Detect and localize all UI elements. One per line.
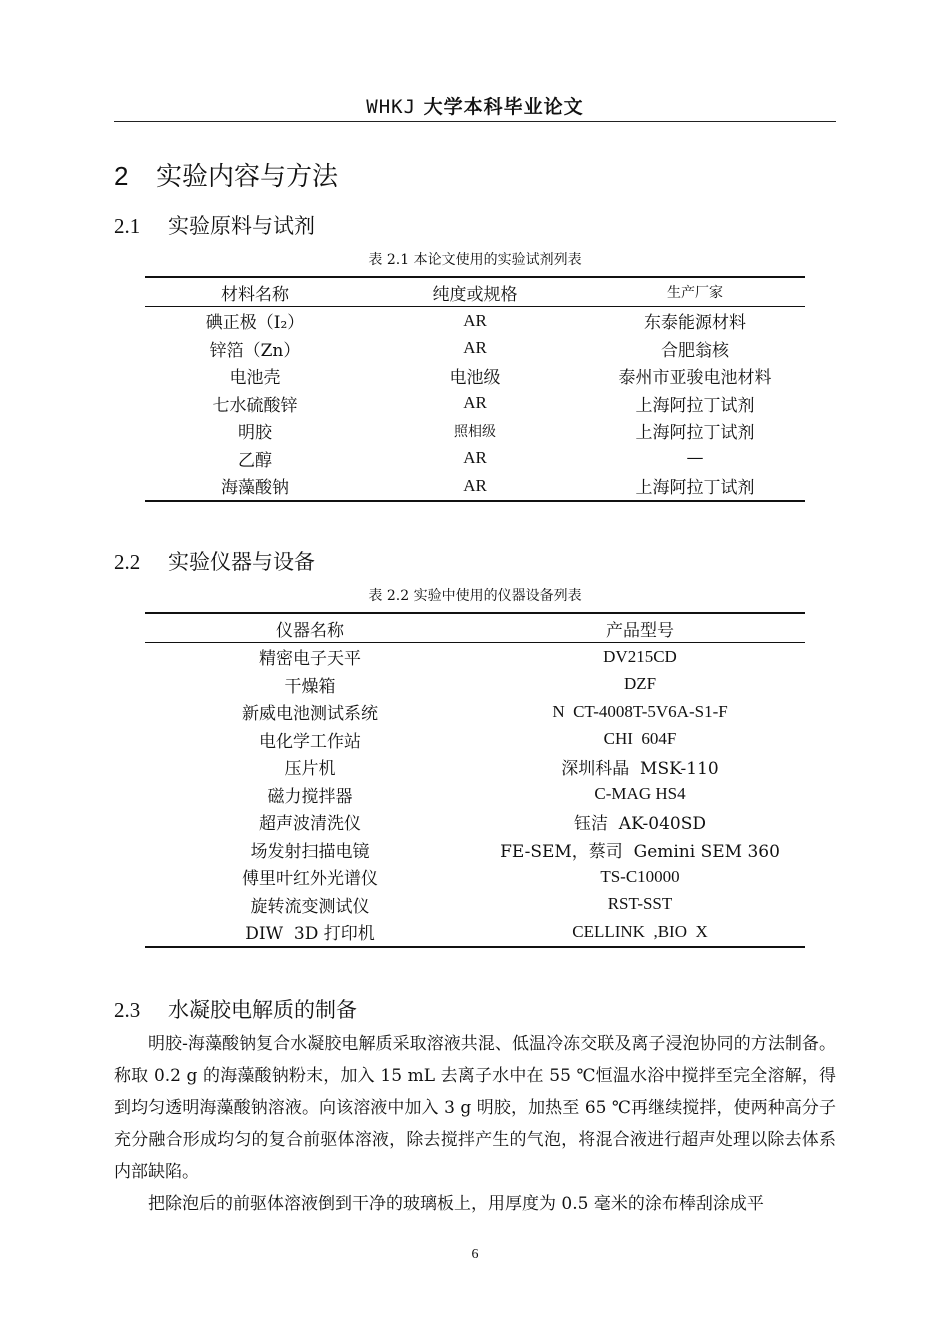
table-cell: AR	[463, 448, 487, 468]
section-title: 实验仪器与设备	[168, 550, 315, 574]
table-row	[145, 362, 805, 390]
chapter-heading	[114, 156, 338, 193]
table-row	[145, 753, 805, 781]
table-row	[145, 643, 805, 671]
table-cell: 钰洁 AK-040SD	[573, 814, 706, 835]
table-row	[145, 836, 805, 864]
col-header: 生产厂家	[585, 277, 805, 307]
table-cell: 锌箔（Zn）	[209, 340, 301, 361]
table-cell: 上海阿拉丁试剂	[635, 395, 755, 416]
table-row	[145, 445, 805, 473]
table-cell: 磁力搅拌器	[267, 786, 353, 807]
col-header: 材料名称	[145, 277, 365, 307]
table-cell: —	[686, 448, 704, 469]
page-number: 6	[471, 1247, 479, 1262]
table-cell: AR	[365, 472, 585, 501]
col-header: 纯度或规格	[365, 277, 585, 307]
table-cell: CELLINK ,BIO X	[475, 918, 805, 947]
col-header: 产品型号	[475, 613, 805, 643]
header-latin: WHKJ	[366, 96, 417, 118]
body-paragraph: 明胶-海藻酸钠复合水凝胶电解质采取溶液共混、低温冷冻交联及离子浸泡协同的方法制备。称取 0.2 g 的海藻酸钠粉末，加入 15 mL 去离子水中在 55 ℃恒温水浴中搅拌至完全溶解，得到均匀透明海藻酸钠溶液。向该溶液中加入 3 g 明胶，加热至 65 ℃再继续搅拌，使两种高分子充分融合形成均匀的复合前驱体溶液，除去搅拌产生的气泡，将混合液进行超声处理以除去体系内部缺陷。	[114, 1034, 836, 1182]
chapter-number: 2	[114, 161, 129, 191]
table-cell: 碘正极（I₂）	[205, 313, 305, 334]
section-title: 水凝胶电解质的制备	[168, 998, 357, 1022]
table-cell: CHI 604F	[603, 729, 677, 749]
table-cell: 场发射扫描电镜	[250, 841, 370, 862]
table-cell: 泰州市亚骏电池材料	[618, 368, 772, 389]
header-rule	[114, 121, 836, 122]
section-number: 2.2	[114, 550, 141, 574]
running-header	[114, 92, 836, 120]
table-row	[145, 808, 805, 836]
table-row	[145, 891, 805, 919]
table-cell: 上海阿拉丁试剂	[635, 423, 755, 444]
table-row	[145, 472, 805, 501]
table-row	[145, 863, 805, 891]
table-cell: 海藻酸钠	[145, 472, 365, 501]
table-cell: AR	[463, 338, 487, 358]
table-cell: 超声波清洗仪	[259, 814, 361, 835]
table-cell: 东泰能源材料	[644, 313, 746, 334]
table-cell: 新威电池测试系统	[242, 704, 378, 725]
table-row	[145, 307, 805, 335]
col-header: 仪器名称	[145, 613, 475, 643]
table-row	[145, 671, 805, 699]
table-cell: 干燥箱	[284, 676, 336, 697]
table-row	[145, 918, 805, 947]
table-cell: 合肥翁核	[661, 340, 729, 361]
table-cell: 电池壳	[229, 368, 281, 389]
table-cell: 七水硫酸锌	[212, 395, 298, 416]
table-cell: FE-SEM，蔡司 Gemini SEM 360	[500, 841, 780, 862]
section-number: 2.1	[114, 214, 141, 238]
table-cell: 压片机	[284, 759, 336, 780]
table-cell: RST-SST	[607, 894, 673, 914]
reagents-table	[145, 276, 805, 502]
table-row	[145, 417, 805, 445]
table-cell: C-MAG HS4	[594, 784, 686, 804]
table-cell: TS-C10000	[600, 866, 680, 886]
table-cell: 上海阿拉丁试剂	[585, 472, 805, 501]
table-row	[145, 698, 805, 726]
table-row	[145, 335, 805, 363]
table-cell: AR	[463, 310, 487, 330]
table-cell: DZF	[623, 674, 657, 694]
section-heading-2-2	[114, 546, 315, 576]
table-cell: 傅里叶红外光谱仪	[242, 869, 378, 890]
table-cell: 乙醇	[238, 450, 272, 471]
section-heading-2-1	[114, 210, 315, 240]
body-paragraph: 把除泡后的前驱体溶液倒到干净的玻璃板上，用厚度为 0.5 毫米的涂布棒刮涂成平	[148, 1194, 764, 1214]
header-cn: 大学本科毕业论文	[416, 96, 584, 118]
table-header-row	[145, 613, 805, 643]
equipment-table	[145, 612, 805, 948]
section-number: 2.3	[114, 998, 141, 1022]
table-cell: 旋转流变测试仪	[250, 896, 370, 917]
table-cell: 电池级	[449, 368, 501, 389]
table2-caption: 表 2.2 实验中使用的仪器设备列表	[368, 588, 582, 604]
table-cell: N CT-4008T-5V6A-S1-F	[552, 701, 728, 721]
table-row	[145, 726, 805, 754]
table-cell: DV215CD	[603, 646, 677, 666]
table-cell: DIW 3D 打印机	[145, 918, 475, 947]
table-cell: 照相级	[454, 423, 496, 440]
table-header-row	[145, 277, 805, 307]
table-cell: 精密电子天平	[259, 649, 361, 670]
table-row	[145, 781, 805, 809]
table-cell: 电化学工作站	[259, 731, 361, 752]
table-row	[145, 390, 805, 418]
table1-caption: 表 2.1 本论文使用的实验试剂列表	[368, 252, 582, 268]
chapter-title: 实验内容与方法	[156, 162, 339, 192]
table-cell: 明胶	[238, 423, 272, 444]
section-heading-2-3	[114, 994, 357, 1024]
table-cell: 深圳科晶 MSK-110	[561, 759, 719, 780]
table-cell: AR	[463, 393, 487, 413]
section-title: 实验原料与试剂	[168, 214, 315, 238]
